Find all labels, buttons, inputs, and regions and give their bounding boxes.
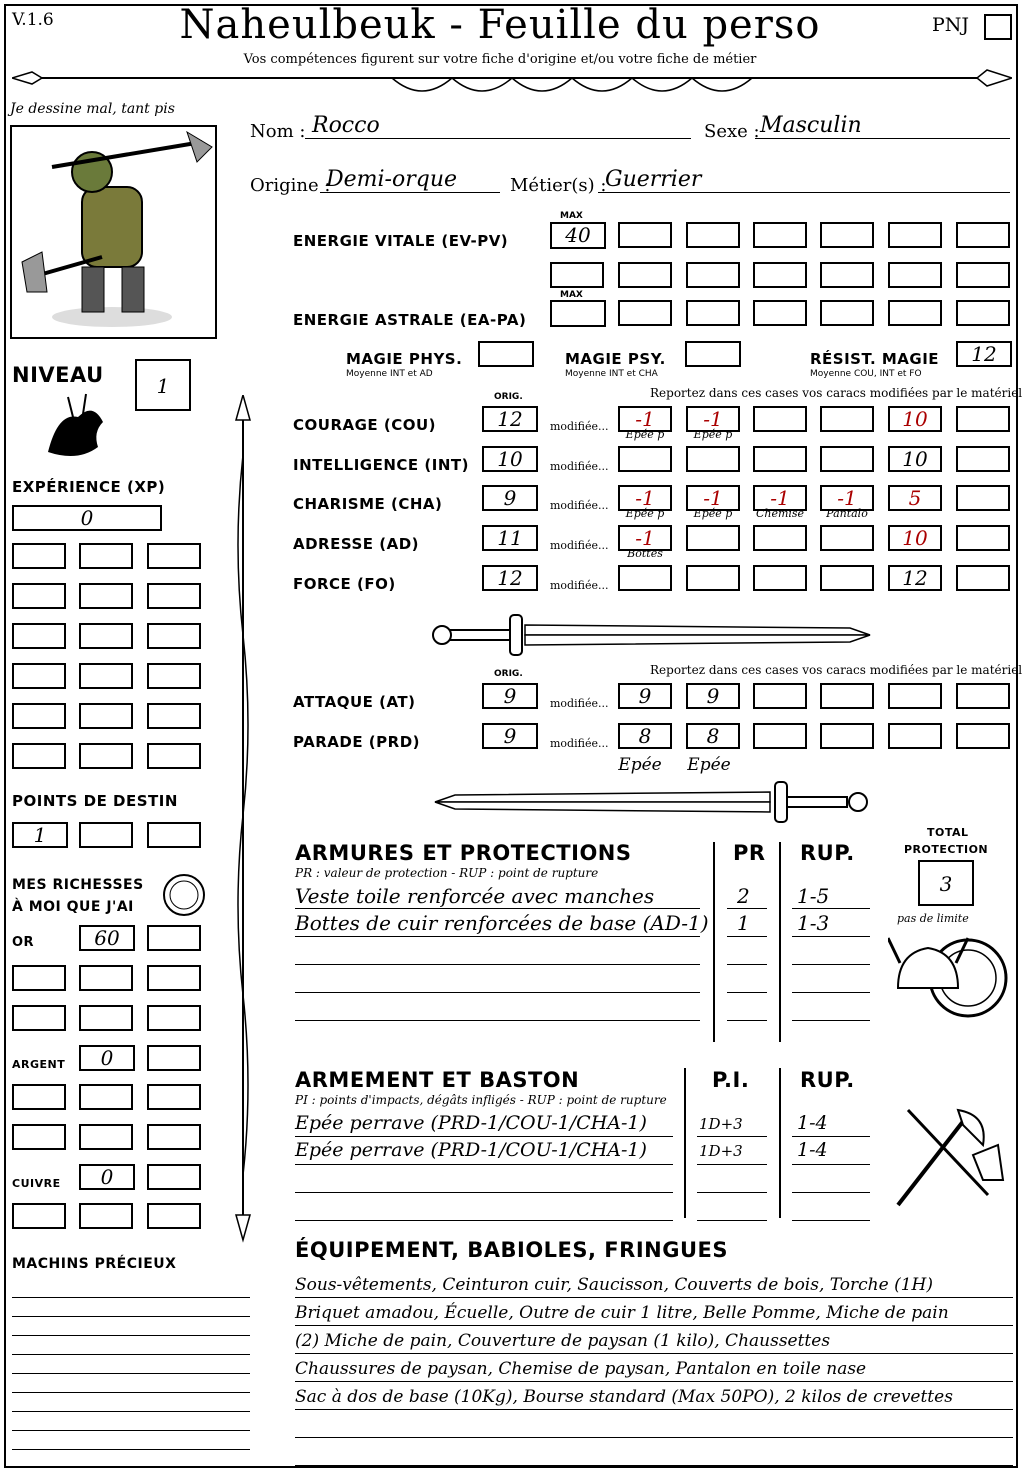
armure-pr-line-3 [727,992,767,993]
armure-name-0[interactable]: Veste toile renforcée avec manches [295,884,655,908]
carac-extra-3[interactable] [956,525,1010,551]
argent-label: ARGENT [12,1058,66,1071]
carac-modif-2: modifiée... [550,499,609,512]
carac-modif-0: modifiée... [550,420,609,433]
armure-line-3 [295,992,700,993]
sexe-line [755,138,1010,139]
equip-line-4 [295,1409,1013,1410]
richesses-label-1: MES RICHESSES [12,877,144,893]
ev-label: ENERGIE VITALE (EV-PV) [293,232,509,250]
arme-pi-line-0 [697,1136,767,1137]
destin-label: POINTS DE DESTIN [12,792,178,810]
xp-cell-5-2[interactable] [147,743,201,769]
armure-pr-line-4 [727,1020,767,1021]
xp-label: EXPÉRIENCE (XP) [12,478,166,496]
magie-psy-box[interactable] [685,341,741,367]
armure-rup-0[interactable]: 1-5 [797,884,830,908]
arme-rup-line-3 [792,1220,870,1221]
xp-cell-2-0[interactable] [12,623,66,649]
arme-rup-1[interactable]: 1-4 [797,1139,828,1161]
xp-cell-5-1[interactable] [79,743,133,769]
carac-mod-1-3[interactable] [820,446,874,472]
equipement-title: ÉQUIPEMENT, BABIOLES, FRINGUES [295,1238,728,1262]
carac-final-value-4: 12 [902,566,928,590]
xp-cell-2-2[interactable] [147,623,201,649]
orc-warrior-icon [12,127,215,337]
carac-mod-3-3[interactable] [820,525,874,551]
carac-modif-4: modifiée... [550,579,609,592]
machins-line-7[interactable] [12,1430,250,1431]
xp-cell-3-2[interactable] [147,663,201,689]
arme-line-2 [295,1192,673,1193]
total-protection-box[interactable]: 3 [918,860,974,906]
or-cell-0-2[interactable] [147,965,201,991]
xp-cell-0-2[interactable] [147,543,201,569]
ea-cell-1[interactable] [618,300,672,326]
carac-report-note: Reportez dans ces cases vos caracs modifiées par le matériel [650,386,1023,400]
carac-orig-0[interactable]: 12 [482,406,538,432]
arme-pi-1[interactable]: 1D+3 [699,1142,743,1160]
or-cell-1-1[interactable] [79,1005,133,1031]
ev-cell-2[interactable] [686,222,740,248]
xp-box[interactable]: 0 [12,505,162,531]
armure-pr-0[interactable]: 2 [737,884,750,908]
argent-cell-0-0[interactable] [12,1084,66,1110]
ea-max-box[interactable] [550,300,606,327]
ev-cell-row2-3[interactable] [686,262,740,288]
carac-final-2[interactable] [888,485,942,511]
armures-divider-2 [779,842,781,1042]
cuivre-cell-3[interactable] [147,1164,201,1190]
combat-orig-0[interactable]: 9 [482,683,538,709]
portrait-caption: Je dessine mal, tant pis [10,101,175,117]
equip-line-2 [295,1353,1013,1354]
equip-line-6 [295,1465,1013,1466]
equip-text-2[interactable]: (2) Miche de pain, Couverture de paysan (1 kilo), Chaussettes [295,1331,831,1351]
armure-rup-line-2 [792,964,870,965]
armement-sub: PI : points d'impacts, dégâts infligés - RUP : point de rupture [295,1093,667,1107]
armement-rup-label: RUP. [800,1068,855,1092]
argent-cell-0-1[interactable] [79,1084,133,1110]
armures-sub: PR : valeur de protection - RUP : point de rupture [295,866,599,880]
armure-pr-1[interactable]: 1 [737,911,750,935]
carac-label-2: CHARISME (CHA) [293,495,443,513]
carac-final-value-0: 10 [902,407,928,431]
cuivre-box[interactable]: 0 [79,1164,135,1190]
spear-decoration-vertical [228,395,258,1245]
argent-cell-1-1[interactable] [79,1124,133,1150]
nom-value[interactable]: Rocco [312,113,380,138]
destin-box-3[interactable] [147,822,201,848]
origine-line [320,192,500,193]
carac-final-value-3: 10 [902,526,928,550]
argent-cell-1-0[interactable] [12,1124,66,1150]
niveau-box[interactable]: 1 [135,359,191,411]
arme-pi-line-2 [697,1192,767,1193]
sword-decoration-icon [430,610,875,660]
carac-mod-value-2-3: -1 [837,486,857,510]
armure-rup-1[interactable]: 1-3 [797,911,830,935]
equip-line-0 [295,1297,1013,1298]
carac-mod-value-0-0: -1 [635,407,655,431]
resist-magie-label: RÉSIST. MAGIE [810,350,940,368]
metier-label: Métier(s) : [510,175,607,196]
richesses-label-2: À MOI QUE J'AI [12,899,134,915]
machins-line-4[interactable] [12,1373,250,1374]
or-cell-0-0[interactable] [12,965,66,991]
carac-note-2-2: Chemise [755,507,805,520]
carac-note-2-0: Epée p [625,507,665,520]
resist-magie-sub: Moyenne COU, INT et FO [810,369,922,379]
machins-line-5[interactable] [12,1392,250,1393]
carac-extra-1[interactable] [956,446,1010,472]
ev-cell-1[interactable] [618,222,672,248]
helmet-shield-icon [888,928,1008,1028]
armure-line-4 [295,1020,700,1021]
carac-mod-3-1[interactable] [686,525,740,551]
sword-decoration-icon-2 [430,777,875,827]
or-cell-0-1[interactable] [79,965,133,991]
equip-text-4[interactable]: Sac à dos de base (10Kg), Bourse standard (Max 50PO), 2 kilos de crevettes [295,1387,953,1407]
ea-cell-4[interactable] [820,300,874,326]
armure-name-1[interactable]: Bottes de cuir renforcées de base (AD-1) [295,911,709,935]
equip-line-5 [295,1437,1013,1438]
xp-cell-0-1[interactable] [79,543,133,569]
magie-psy-label: MAGIE PSY. [565,350,666,368]
metier-value[interactable]: Guerrier [605,167,702,192]
xp-cell-3-1[interactable] [79,663,133,689]
combat-mod-1-2[interactable] [753,723,807,749]
carac-mod-4-0[interactable] [618,565,672,591]
carac-mod-1-1[interactable] [686,446,740,472]
armures-rup-label: RUP. [800,841,855,865]
xp-cell-4-1[interactable] [79,703,133,729]
combat-mod-value-1-1: 8 [706,724,720,748]
carac-modif-3: modifiée... [550,539,609,552]
arme-rup-line-2 [792,1192,870,1193]
combat-mod-value-0-0: 9 [638,684,652,708]
combat-note-2: Epée [687,755,731,775]
ev-cell-row2-7[interactable] [956,262,1010,288]
nom-line [305,138,691,139]
machins-line-6[interactable] [12,1411,250,1412]
magie-phys-sub: Moyenne INT et AD [346,369,433,379]
carac-orig-label: ORIG. [494,392,523,402]
carac-orig-4[interactable]: 12 [482,565,538,591]
cuivre-cell-0[interactable] [12,1203,66,1229]
pnj-label: PNJ [932,14,970,36]
magie-phys-label: MAGIE PHYS. [346,350,463,368]
carac-final-value-2: 5 [908,486,922,510]
machins-line-8[interactable] [12,1449,250,1450]
ev-cell-row2-5[interactable] [820,262,874,288]
carac-mod-1-2[interactable] [753,446,807,472]
ev-cell-row2-2[interactable] [618,262,672,288]
equip-text-1[interactable]: Briquet amadou, Écuelle, Outre de cuir 1 litre, Belle Pomme, Miche de pain [295,1303,949,1323]
carac-mod-value-2-1: -1 [703,486,723,510]
weapons-icon [888,1095,1008,1215]
machins-label: MACHINS PRÉCIEUX [12,1256,177,1272]
carac-mod-value-2-2: -1 [770,486,790,510]
armement-title: ARMEMENT ET BASTON [295,1068,580,1092]
xp-cell-0-0[interactable] [12,543,66,569]
ea-max-label: MAX [560,290,583,300]
armures-pr-label: PR [733,841,766,865]
combat-mod-0-2[interactable] [753,683,807,709]
armure-line-0 [295,908,700,909]
combat-mod-0-0[interactable] [618,683,672,709]
carac-note-3-0: Bottes [627,547,663,560]
total-label-1: TOTAL [927,826,969,839]
armement-divider-2 [779,1068,781,1218]
carac-final-4[interactable] [888,565,942,591]
page-subtitle: Vos compétences figurent sur votre fiche d'origine et/ou votre fiche de métier [243,52,757,67]
arme-name-1[interactable]: Epée perrave (PRD-1/COU-1/CHA-1) [295,1139,647,1161]
combat-mod-1-1[interactable] [686,723,740,749]
destin-box-2[interactable] [79,822,133,848]
origine-value[interactable]: Demi-orque [326,167,458,192]
armures-divider-1 [713,842,715,1042]
carac-orig-1[interactable]: 10 [482,446,538,472]
arme-line-3 [295,1220,673,1221]
armure-line-2 [295,964,700,965]
arme-rup-line-0 [792,1136,870,1137]
combat-mod-1-3[interactable] [820,723,874,749]
nom-label: Nom : [250,121,306,142]
carac-modif-1: modifiée... [550,460,609,473]
portrait-frame [10,125,217,339]
ev-cell-row2-4[interactable] [753,262,807,288]
equip-text-0[interactable]: Sous-vêtements, Ceinturon cuir, Saucisson, Couverts de bois, Torche (1H) [295,1275,933,1295]
combat-note-1: Epée [618,755,662,775]
carac-note-2-3: Pantalo [826,507,868,520]
limit-note: pas de limite [897,912,969,925]
arme-rup-0[interactable]: 1-4 [797,1112,828,1134]
magie-phys-box[interactable] [478,341,534,367]
or-cell-1-0[interactable] [12,1005,66,1031]
ea-cell-2[interactable] [686,300,740,326]
combat-mod-1-4[interactable] [888,723,942,749]
ea-cell-3[interactable] [753,300,807,326]
xp-cell-2-1[interactable] [79,623,133,649]
ea-label: ENERGIE ASTRALE (EA-PA) [293,311,527,329]
xp-cell-4-0[interactable] [12,703,66,729]
ev-max-label: MAX [560,211,583,221]
arme-pi-0[interactable]: 1D+3 [699,1115,743,1133]
resist-magie-box[interactable]: 12 [956,341,1012,367]
carac-mod-3-2[interactable] [753,525,807,551]
argent-cell-0-2[interactable] [147,1084,201,1110]
ev-cell-5[interactable] [888,222,942,248]
combat-orig-label: ORIG. [494,669,523,679]
argent-cell-3[interactable] [147,1045,201,1071]
combat-mod-0-4[interactable] [888,683,942,709]
equip-text-3[interactable]: Chaussures de paysan, Chemise de paysan, Pantalon en toile nase [295,1359,867,1379]
carac-note-2-1: Epée p [693,507,733,520]
carac-note-0-1: Epée p [693,428,733,441]
combat-mod-0-5[interactable] [956,683,1010,709]
armures-title: ARMURES ET PROTECTIONS [295,841,632,865]
armement-divider-1 [684,1068,686,1218]
carac-label-3: ADRESSE (AD) [293,535,420,553]
carac-extra-4[interactable] [956,565,1010,591]
xp-cell-1-2[interactable] [147,583,201,609]
carac-label-4: FORCE (FO) [293,575,396,593]
arme-line-0 [295,1136,673,1137]
armure-pr-line-0 [727,908,767,909]
combat-modif-1: modifiée... [550,737,609,750]
version-label: V.1.6 [12,10,54,30]
combat-mod-value-1-0: 8 [638,724,652,748]
carac-note-0-0: Epée p [625,428,665,441]
cuivre-cell-2[interactable] [147,1203,201,1229]
coin-icon [162,873,206,917]
page-title: Naheulbeuk - Feuille du perso [179,2,821,48]
equip-line-1 [295,1325,1013,1326]
pnj-checkbox[interactable] [984,14,1012,40]
combat-mod-0-3[interactable] [820,683,874,709]
ev-cell-6[interactable] [956,222,1010,248]
carac-extra-0[interactable] [956,406,1010,432]
armure-pr-line-1 [727,936,767,937]
combat-label-1: PARADE (PRD) [293,733,421,751]
combat-report-note: Reportez dans ces cases vos caracs modifiées par le matériel [650,663,1023,677]
carac-final-value-1: 10 [902,447,928,471]
carac-extra-2[interactable] [956,485,1010,511]
sexe-label: Sexe : [704,121,760,142]
carac-mod-4-2[interactable] [753,565,807,591]
or-box[interactable]: 60 [79,925,135,951]
carac-final-3[interactable] [888,525,942,551]
combat-mod-1-0[interactable] [618,723,672,749]
ev-cell-row2-6[interactable] [888,262,942,288]
total-label-2: PROTECTION [904,843,989,856]
dragon-icon [38,392,108,464]
origine-label: Origine : [250,175,331,196]
arme-line-1 [295,1164,673,1165]
combat-label-0: ATTAQUE (AT) [293,693,416,711]
carac-orig-3[interactable]: 11 [482,525,538,551]
niveau-label: NIVEAU [12,363,104,387]
arme-pi-line-1 [697,1164,767,1165]
combat-modif-0: modifiée... [550,697,609,710]
cuivre-cell-1[interactable] [79,1203,133,1229]
ea-cell-5[interactable] [888,300,942,326]
sexe-value[interactable]: Masculin [760,113,862,138]
xp-cell-4-2[interactable] [147,703,201,729]
armure-pr-line-2 [727,964,767,965]
machins-line-3[interactable] [12,1354,250,1355]
carac-mod-0-3[interactable] [820,406,874,432]
carac-final-0[interactable] [888,406,942,432]
xp-cell-1-0[interactable] [12,583,66,609]
carac-final-1[interactable] [888,446,942,472]
carac-mod-1-0[interactable] [618,446,672,472]
argent-box[interactable]: 0 [79,1045,135,1071]
xp-cell-3-0[interactable] [12,663,66,689]
carac-mod-value-0-1: -1 [703,407,723,431]
combat-orig-1[interactable]: 9 [482,723,538,749]
armement-pi-label: P.I. [712,1068,750,1092]
carac-mod-value-3-0: -1 [635,526,655,550]
carac-mod-value-2-0: -1 [635,486,655,510]
or-cell-3[interactable] [147,925,201,951]
cuivre-label: CUIVRE [12,1177,61,1190]
destin-box[interactable]: 1 [12,822,68,848]
xp-cell-1-1[interactable] [79,583,133,609]
arme-name-0[interactable]: Epée perrave (PRD-1/COU-1/CHA-1) [295,1112,647,1134]
carac-mod-4-3[interactable] [820,565,874,591]
arme-pi-line-3 [697,1220,767,1221]
ev-max-box[interactable]: 40 [550,222,606,249]
or-cell-1-2[interactable] [147,1005,201,1031]
armure-rup-line-1 [792,936,870,937]
machins-line-0[interactable] [12,1297,250,1298]
carac-label-1: INTELLIGENCE (INT) [293,456,469,474]
combat-mod-value-0-1: 9 [706,684,720,708]
machins-line-1[interactable] [12,1316,250,1317]
armure-line-1 [295,936,700,937]
ev-cell-row2-1[interactable] [550,262,604,288]
ev-cell-3[interactable] [753,222,807,248]
argent-cell-1-2[interactable] [147,1124,201,1150]
metier-line [598,192,1010,193]
xp-cell-5-0[interactable] [12,743,66,769]
or-label: OR [12,935,35,950]
combat-mod-0-1[interactable] [686,683,740,709]
carac-label-0: COURAGE (COU) [293,416,437,434]
ev-cell-4[interactable] [820,222,874,248]
carac-mod-0-2[interactable] [753,406,807,432]
magie-psy-sub: Moyenne INT et CHA [565,369,658,379]
combat-mod-1-5[interactable] [956,723,1010,749]
armure-rup-line-0 [792,908,870,909]
carac-orig-2[interactable]: 9 [482,485,538,511]
carac-mod-4-1[interactable] [686,565,740,591]
arme-rup-line-1 [792,1164,870,1165]
armure-rup-line-4 [792,1020,870,1021]
armure-rup-line-3 [792,992,870,993]
ea-cell-6[interactable] [956,300,1010,326]
machins-line-2[interactable] [12,1335,250,1336]
equip-line-3 [295,1381,1013,1382]
